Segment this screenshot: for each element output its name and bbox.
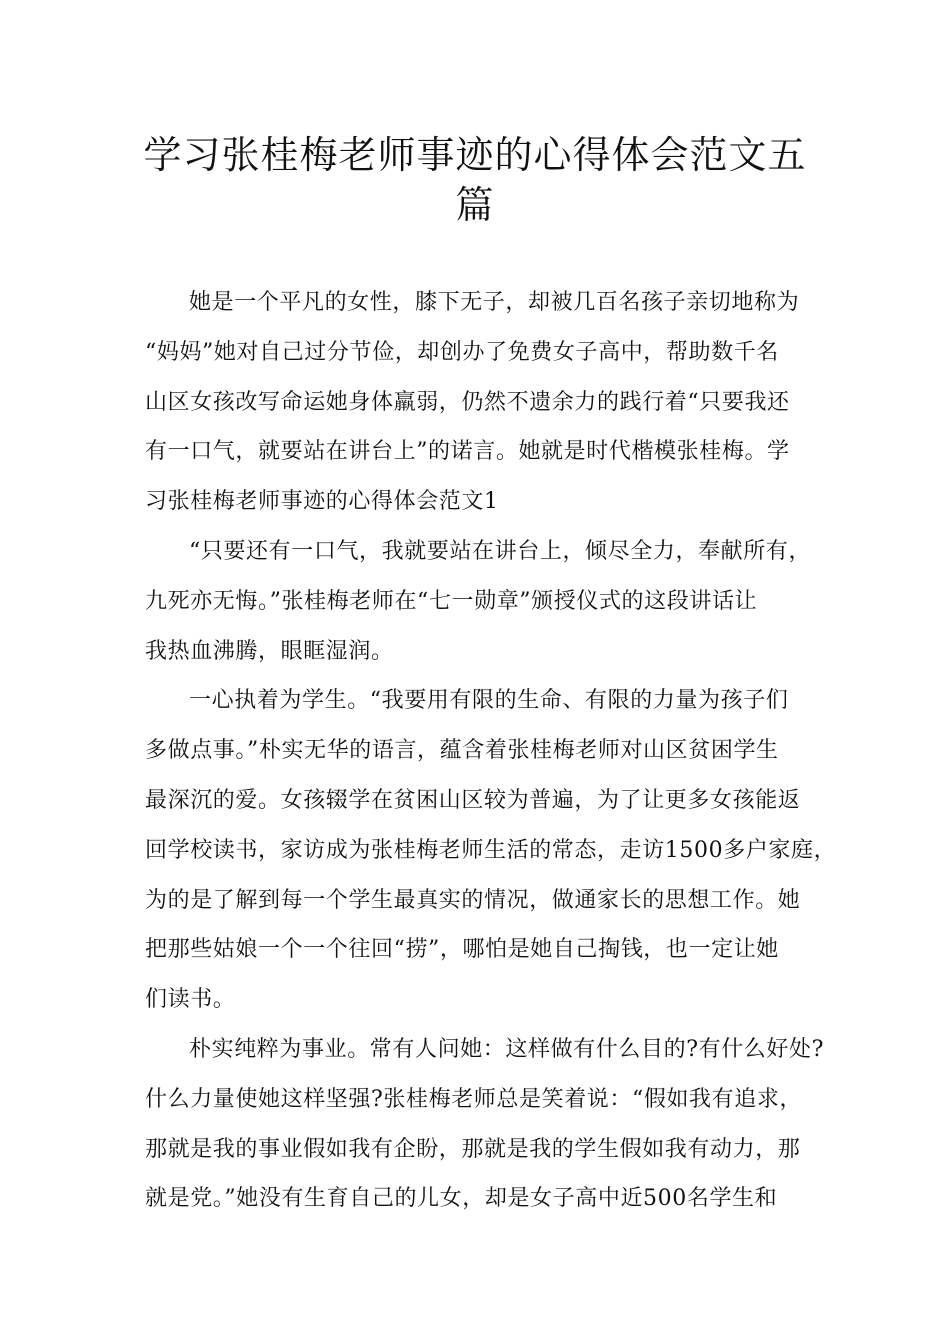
text-line: 回学校读书，家访成为张桂梅老师生活的常态，走访1500多户家庭，: [145, 837, 837, 863]
title-line: 学习张桂梅老师事迹的心得体会范文五: [143, 133, 807, 177]
document-title: [100, 130, 850, 230]
text-line: 山区女孩改写命运她身体羸弱，仍然不遗余力的践行着“只要我还: [145, 389, 790, 415]
text-line: “只要还有一口气，我就要站在讲台上，倾尽全力，奉献所有，: [189, 538, 812, 564]
text-line: 最深沉的爱。女孩辍学在贫困山区较为普遍，为了让更多女孩能返: [145, 787, 801, 813]
text-line: 我热血沸腾，眼眶湿润。: [145, 638, 394, 664]
text-line: 什么力量使她这样坚强?张桂梅老师总是笑着说：“假如我有追求，: [145, 1086, 803, 1112]
title-line: 篇: [455, 183, 495, 227]
text-line: 她是一个平凡的女性，膝下无子，却被几百名孩子亲切地称为: [189, 290, 800, 315]
text-line: 有一口气，就要站在讲台上”的诺言。她就是时代楷模张桂梅。学: [145, 439, 790, 465]
text-line: 朴实纯粹为事业。常有人问她：这样做有什么目的?有什么好处?: [189, 1036, 824, 1062]
text-line: 九死亦无悔。”张桂梅老师在“七一勋章”颁授仪式的这段讲话让: [145, 588, 758, 614]
text-line: 们读书。: [145, 987, 236, 1013]
text-line: 那就是我的事业假如我有企盼，那就是我的学生假如我有动力，那: [145, 1136, 801, 1162]
document-body: [145, 278, 835, 1224]
text-line: “妈妈”她对自己过分节俭，却创办了免费女子高中，帮助数千名: [145, 339, 779, 365]
text-line: 把那些姑娘一个一个往回“捞”，哪怕是她自己掏钱，也一定让她: [145, 937, 779, 963]
text-line: 就是党。”她没有生育自己的儿女，却是女子高中近500名学生和: [145, 1186, 778, 1212]
text-line: 一心执着为学生。“我要用有限的生命、有限的力量为孩子们: [189, 688, 789, 714]
text-line: 多做点事。”朴实无华的语言，蕴含着张桂梅老师对山区贫困学生: [145, 738, 779, 764]
text-line: 习张桂梅老师事迹的心得体会范文1: [145, 489, 499, 515]
text-line: 为的是了解到每一个学生最真实的情况，做通家长的思想工作。她: [145, 887, 801, 913]
